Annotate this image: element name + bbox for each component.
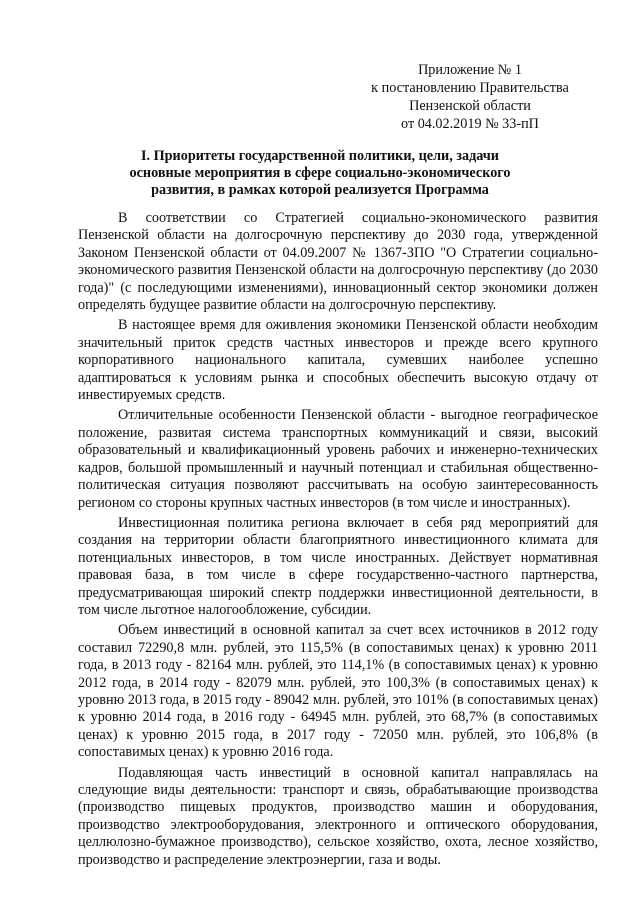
heading-line: основные мероприятия в сфере социально-экономического xyxy=(129,165,511,181)
appendix-block xyxy=(360,61,580,133)
paragraph-strategy: В соответствии со Стратегией социально-экономического развития Пензенской области на долгосрочную перспективу до 2030 года, утвержденной Законом Пензенской области от 04.09.2007 № 1367-ЗПО "О Стратегии социально-экономического развития Пензенской области на долгосрочную перспективу (до 2030 года)" (с последующими изменениями), инновационный сектор экономики должен определять будущее развитие области на долгосрочную перспективу. xyxy=(78,210,598,314)
appendix-number: Приложение № 1 xyxy=(418,62,522,78)
paragraph-private-investors: В настоящее время для оживления экономики Пензенской области необходим значительный приток средств частных инвесторов и прежде всего крупного корпоративного национального капитала, сумевших наиболее успешно адаптироваться к условиям рынка и способных обеспечить высокую отдачу от инвестируемых средств. xyxy=(78,317,598,404)
appendix-date-number: от 04.02.2019 № 33-пП xyxy=(401,116,539,132)
heading-line: I. Приоритеты государственной политики, цели, задачи xyxy=(141,148,499,164)
section-heading xyxy=(70,148,570,199)
paragraph-investment-volume: Объем инвестиций в основной капитал за счет всех источников в 2012 году составил 72290,8 млн. рублей, это 115,5% (в сопоставимых ценах) к уровню 2011 года, в 2013 году - 82164 млн. рублей, это 114,1% (в сопоставимых ценах) к уровню 2012 года, в 2014 году - 82079 млн. рублей, это 100,3% (в сопоставимых ценах) к уровню 2013 года, в 2015 году - 89042 млн. рублей, это 101% (в сопоставимых ценах) к уровню 2014 года, в 2016 году - 64945 млн. рублей, это 68,7% (в сопоставимых ценах) к уровню 2015 года, в 2017 году - 72050 млн. рублей, это 106,8% (в сопоставимых ценах) к уровню 2016 года. xyxy=(78,622,598,761)
appendix-region: Пензенской области xyxy=(409,98,531,114)
appendix-resolution-reference: к постановлению Правительства xyxy=(371,80,569,96)
document-body xyxy=(78,210,598,872)
paragraph-investment-directions: Подавляющая часть инвестиций в основной капитал направлялась на следующие виды деятельности: транспорт и связь, обрабатывающие производства (производство пищевых продуктов, производство машин и оборудования, производство электрооборудования, электронного и оптического оборудования, целлюлозно-бумажное производство), сельское хозяйство, охота, лесное хозяйство, производство и распределение электроэнергии, газа и воды. xyxy=(78,764,598,868)
paragraph-region-features: Отличительные особенности Пензенской области - выгодное географическое положение, развитая система транспортных коммуникаций и связи, высокий образовательный и квалификационный уровень рабочих и инженерно-технических кадров, большой промышленный и научный потенциал и стабильная общественно-политическая ситуация позволяют рассчитывать на особую заинтересованность регионом со стороны крупных частных инвесторов (в том числе и иностранных). xyxy=(78,407,598,511)
paragraph-investment-policy: Инвестиционная политика региона включает в себя ряд мероприятий для создания на территории области благоприятного инвестиционного климата для потенциальных инвесторов, в том числе иностранных. Действует нормативная правовая база, в том числе в сфере государственно-частного партнерства, предусматривающая широкий спектр поддержки инвестиционной деятельности, в том числе льготное налогообложение, субсидии. xyxy=(78,514,598,618)
heading-line: развития, в рамках которой реализуется Программа xyxy=(151,182,489,198)
